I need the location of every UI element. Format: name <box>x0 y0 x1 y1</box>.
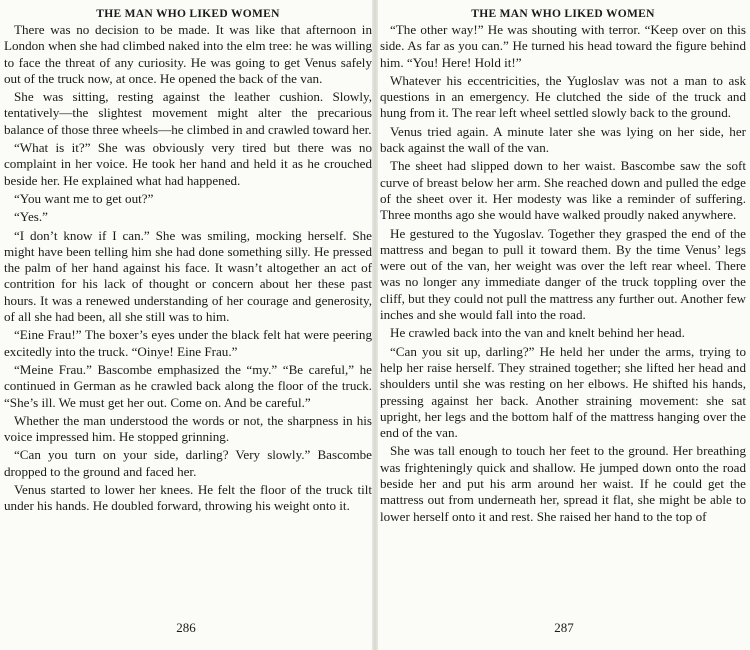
body-text <box>380 22 746 525</box>
running-head: THE MAN WHO LIKED WOMEN <box>96 8 280 20</box>
paragraph: Whether the man understood the words or not, the sharpness in his voice impressed him. He stopped grinning. <box>4 412 372 445</box>
paragraph: “Can you turn on your side, darling? Very slowly.” Bascombe dropped to the ground and faced her. <box>4 447 372 479</box>
paragraph: “I don’t know if I can.” She was smiling, mocking herself. She might have been telling him she had done something silly. He pressed the palm of her hand against his face. It wasn’t altogether an act of contrition for his lack of thought or concern about her these past hours. It was a renewed understanding of her courage and generosity, of all she had been, all she still was to him. <box>4 227 372 325</box>
paragraph: “Meine Frau.” Bascombe emphasized the “my.” “Be careful,” he continued in German as he crawled back along the floor of the truck. “She’s ill. We must get her out. Come on. And be careful.” <box>4 361 372 410</box>
paragraph: “What is it?” She was obviously very tired but there was no complaint in her voice. He took her hand and held it as he crouched beside her. He explained what had happened. <box>4 140 372 188</box>
paragraph: “You want me to get out?” <box>14 190 154 206</box>
paragraph: Venus started to lower her knees. He felt the floor of the truck tilt under his hands. He doubled forward, throwing his weight onto it. <box>4 482 372 514</box>
paragraph: The sheet had slipped down to her waist. Bascombe saw the soft curve of breast below her arm. She reached down and pulled the edge of the sheet over it. Her modesty was like a reminder of suffering. Three months ago she would have walked proudly naked anywhere. <box>380 158 746 223</box>
paragraph: She was tall enough to touch her feet to the ground. Her breathing was frighteningly quick and shallow. He jumped down onto the road beside her and put his arm around her waist. If he could get the mattress out from underneath her, spread it flat, she might be able to lower herself onto it and rest. She raised her hand to the top of <box>380 443 746 524</box>
paragraph: Whatever his eccentricities, the Yugloslav was not a man to ask questions in an emergency. He clutched the side of the truck and hung from it. The rear left wheel settled slowly back to the ground. <box>380 72 746 121</box>
paragraph: “Can you sit up, darling?” He held her under the arms, trying to help her raise herself. They strained together; she lifted her head and shoulders until she was resting on her elbows. He shifted his hands, pressing against her back. Another straining movement: she sat upright, her legs and the bottom half of the mattress hanging over the end of the van. <box>380 343 746 441</box>
page-number: 286 <box>176 620 196 635</box>
right-page <box>378 0 750 650</box>
paragraph: He gestured to the Yugoslav. Together they grasped the end of the mattress and began to pull it toward them. By the time Venus’ legs were out of the van, her weight was over the left rear wheel. There was no longer any immediate danger of the truck toppling over the cliff, but they could not pull the mattress any further out. Another few inches and she would fall into the road. <box>380 225 746 323</box>
paragraph: Venus tried again. A minute later she was lying on her side, her back against the wall of the van. <box>380 123 746 156</box>
paragraph: “Yes.” <box>14 209 48 225</box>
paragraph: She was sitting, resting against the leather cushion. Slowly, tentatively—the slightest movement might alter the precarious balance of those three wheels—he climbed in and crawled toward her. <box>4 89 372 137</box>
paragraph: “The other way!” He was shouting with terror. “Keep over on this side. As far as you can.” He turned his head toward the figure behind him. “You! Here! Hold it!” <box>380 22 746 70</box>
paragraph: He crawled back into the van and knelt behind her head. <box>390 325 685 341</box>
running-head: THE MAN WHO LIKED WOMEN <box>471 8 655 20</box>
page-number: 287 <box>554 620 574 635</box>
paragraph: There was no decision to be made. It was like that afternoon in London when she had climbed naked into the elm tree: he was willing to face the threat of any curiosity. He was going to get Venus safely out of the truck now, at once. He opened the back of the van. <box>4 22 372 86</box>
left-page <box>0 0 372 650</box>
paragraph: “Eine Frau!” The boxer’s eyes under the black felt hat were peering excitedly into the truck. “Oinye! Eine Frau.” <box>4 327 372 359</box>
body-text <box>4 22 372 515</box>
